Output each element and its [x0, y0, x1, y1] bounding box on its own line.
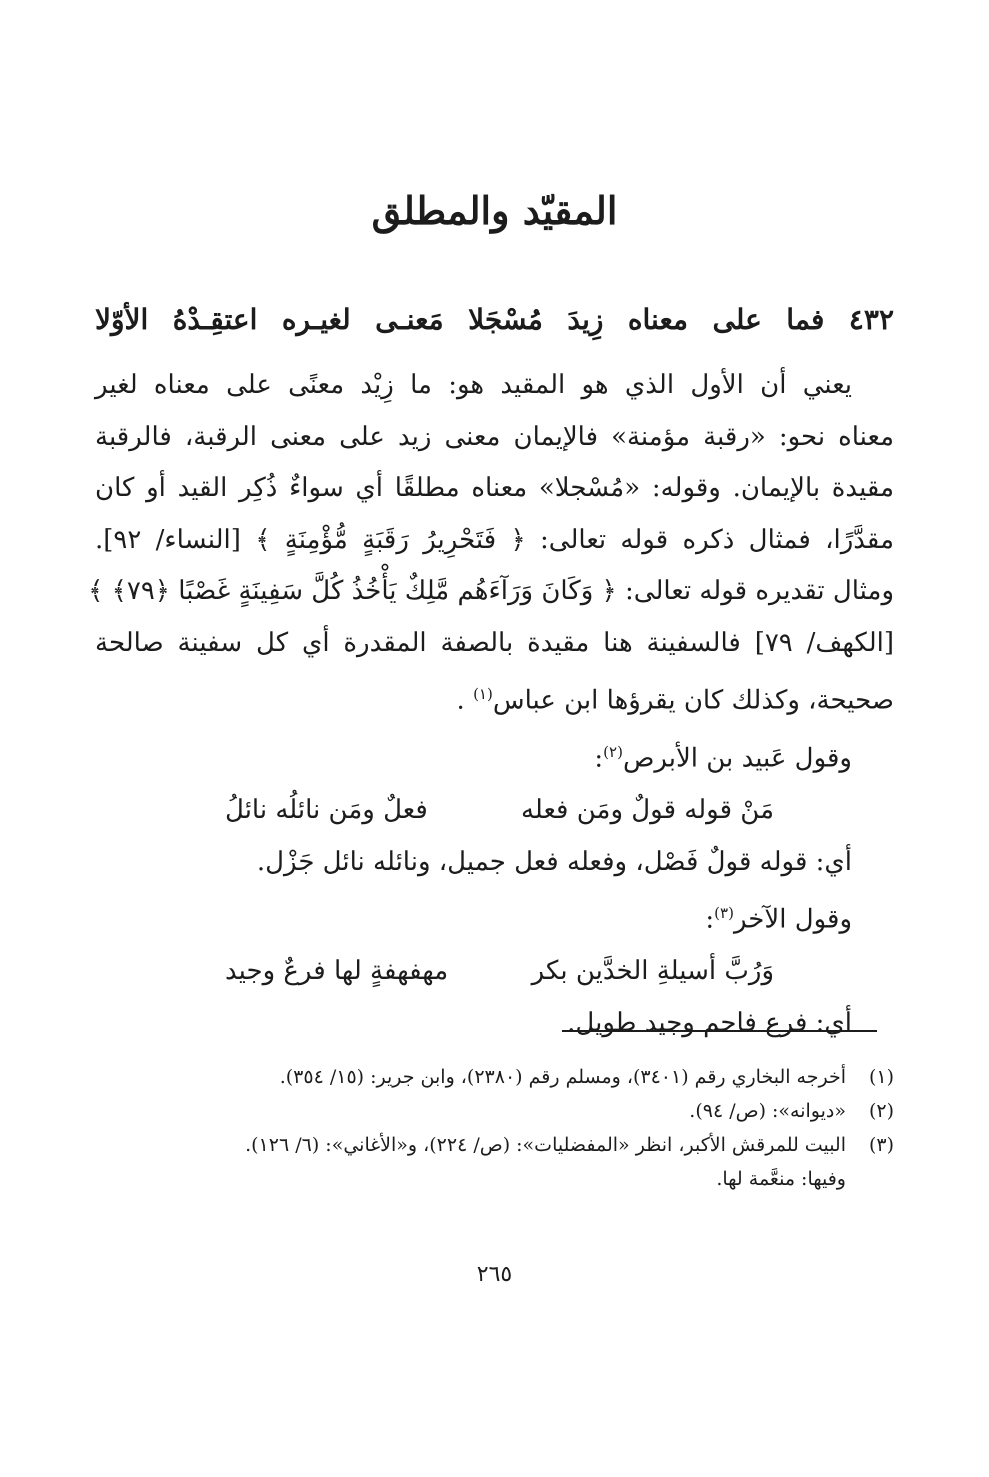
- body-line: [الكهف/ ٧٩] فالسفينة هنا مقيدة بالصفة المقدرة أي كل سفينة صالحة: [95, 627, 894, 658]
- footnote-ref: (٢): [603, 743, 623, 762]
- hemistich-first: وَرُبَّ أسيلةِ الخدَّين بكر: [531, 956, 774, 987]
- footnote-ref: (٣): [714, 904, 734, 923]
- hemistich-second: فعلٌ ومَن نائلُه نائلُ: [225, 795, 428, 826]
- body-line: ومثال تقديره قوله تعالى: ﴿ وَكَانَ وَرَآءَهُم مَّلِكٌ يَأْخُذُ كُلَّ سَفِينَةٍ غَصْبًا ﴿٧٩﴾ ﴾: [88, 576, 894, 606]
- body-text: وقول الآخر: [733, 904, 852, 935]
- verse-line: ٤٣٢ فما على معناه زِيدَ مُسْجَلا مَعنـى لغيـره اعتقِـدْهُ الأوّلا: [95, 303, 894, 336]
- commentary-body: [88, 360, 894, 1049]
- body-line: [95, 727, 894, 785]
- body-text: :: [705, 904, 715, 935]
- hemistich-first: مَنْ قوله قولٌ ومَن فعله: [520, 795, 774, 826]
- footnote-text: البيت للمرقش الأكبر، انظر «المفضليات»: (ص/ ٢٢٤)، و«الأغاني»: (٦/ ١٢٦).: [245, 1134, 846, 1156]
- body-line: مقدَّرًا، فمثال ذكره قوله تعالى: ﴿ فَتَحْرِيرُ رَقَبَةٍ مُّؤْمِنَةٍ ﴾ [النساء/ ٩٢].: [95, 524, 894, 555]
- body-text: وقول عَبيد بن الأبرص: [622, 743, 852, 774]
- body-line: يعني أن الأول الذي هو المقيد هو: ما زِيْد معنًى على معناه لغير: [95, 370, 852, 400]
- footnote-separator: [562, 1030, 877, 1032]
- footnote-number: (١): [868, 1066, 894, 1088]
- body-line: أي: فرع فاحم وجيد طويل.: [567, 1007, 852, 1038]
- body-line: أي: قوله قولٌ فَصْل، وفعله فعل جميل، ونائله نائل جَزْل.: [256, 846, 852, 877]
- page-number: ٢٦٥: [476, 1262, 513, 1287]
- poem-line: [95, 785, 894, 837]
- footnote-item: [95, 1060, 894, 1094]
- body-text: صحيحة، وكذلك كان يقرؤها ابن عباس: [492, 685, 894, 716]
- footnote-number: (٢): [868, 1100, 894, 1122]
- poem-line: [95, 946, 894, 998]
- footnotes: [95, 1060, 894, 1196]
- body-line: معناه نحو: «رقبة مؤمنة» فالإيمان معنى زيد على معنى الرقبة، فالرقبة: [95, 421, 894, 452]
- footnote-item: [95, 1128, 894, 1162]
- footnote-continuation: وفيها: منعَّمة لها.: [716, 1168, 846, 1190]
- page-title: المقيّد والمطلق: [371, 188, 618, 233]
- body-text: .: [456, 685, 474, 716]
- footnote-ref: (١): [473, 685, 493, 703]
- body-text: :: [594, 743, 604, 774]
- body-line: [95, 669, 894, 727]
- footnote-number: (٣): [868, 1134, 894, 1156]
- footnote-item: [95, 1094, 894, 1128]
- hemistich-second: مهفهفةٍ لها فرعٌ وجيد: [225, 956, 449, 987]
- footnote-text: أخرجه البخاري رقم (٣٤٠١)، ومسلم رقم (٢٣٨٠)، وابن جرير: (١٥/ ٣٥٤).: [279, 1066, 846, 1088]
- body-line: [95, 888, 894, 946]
- footnote-text: «ديوانه»: (ص/ ٩٤).: [689, 1100, 846, 1122]
- body-line: مقيدة بالإيمان. وقوله: «مُسْجلا» معناه مطلقًا أي سواءٌ ذُكِر القيد أو كان: [95, 473, 894, 503]
